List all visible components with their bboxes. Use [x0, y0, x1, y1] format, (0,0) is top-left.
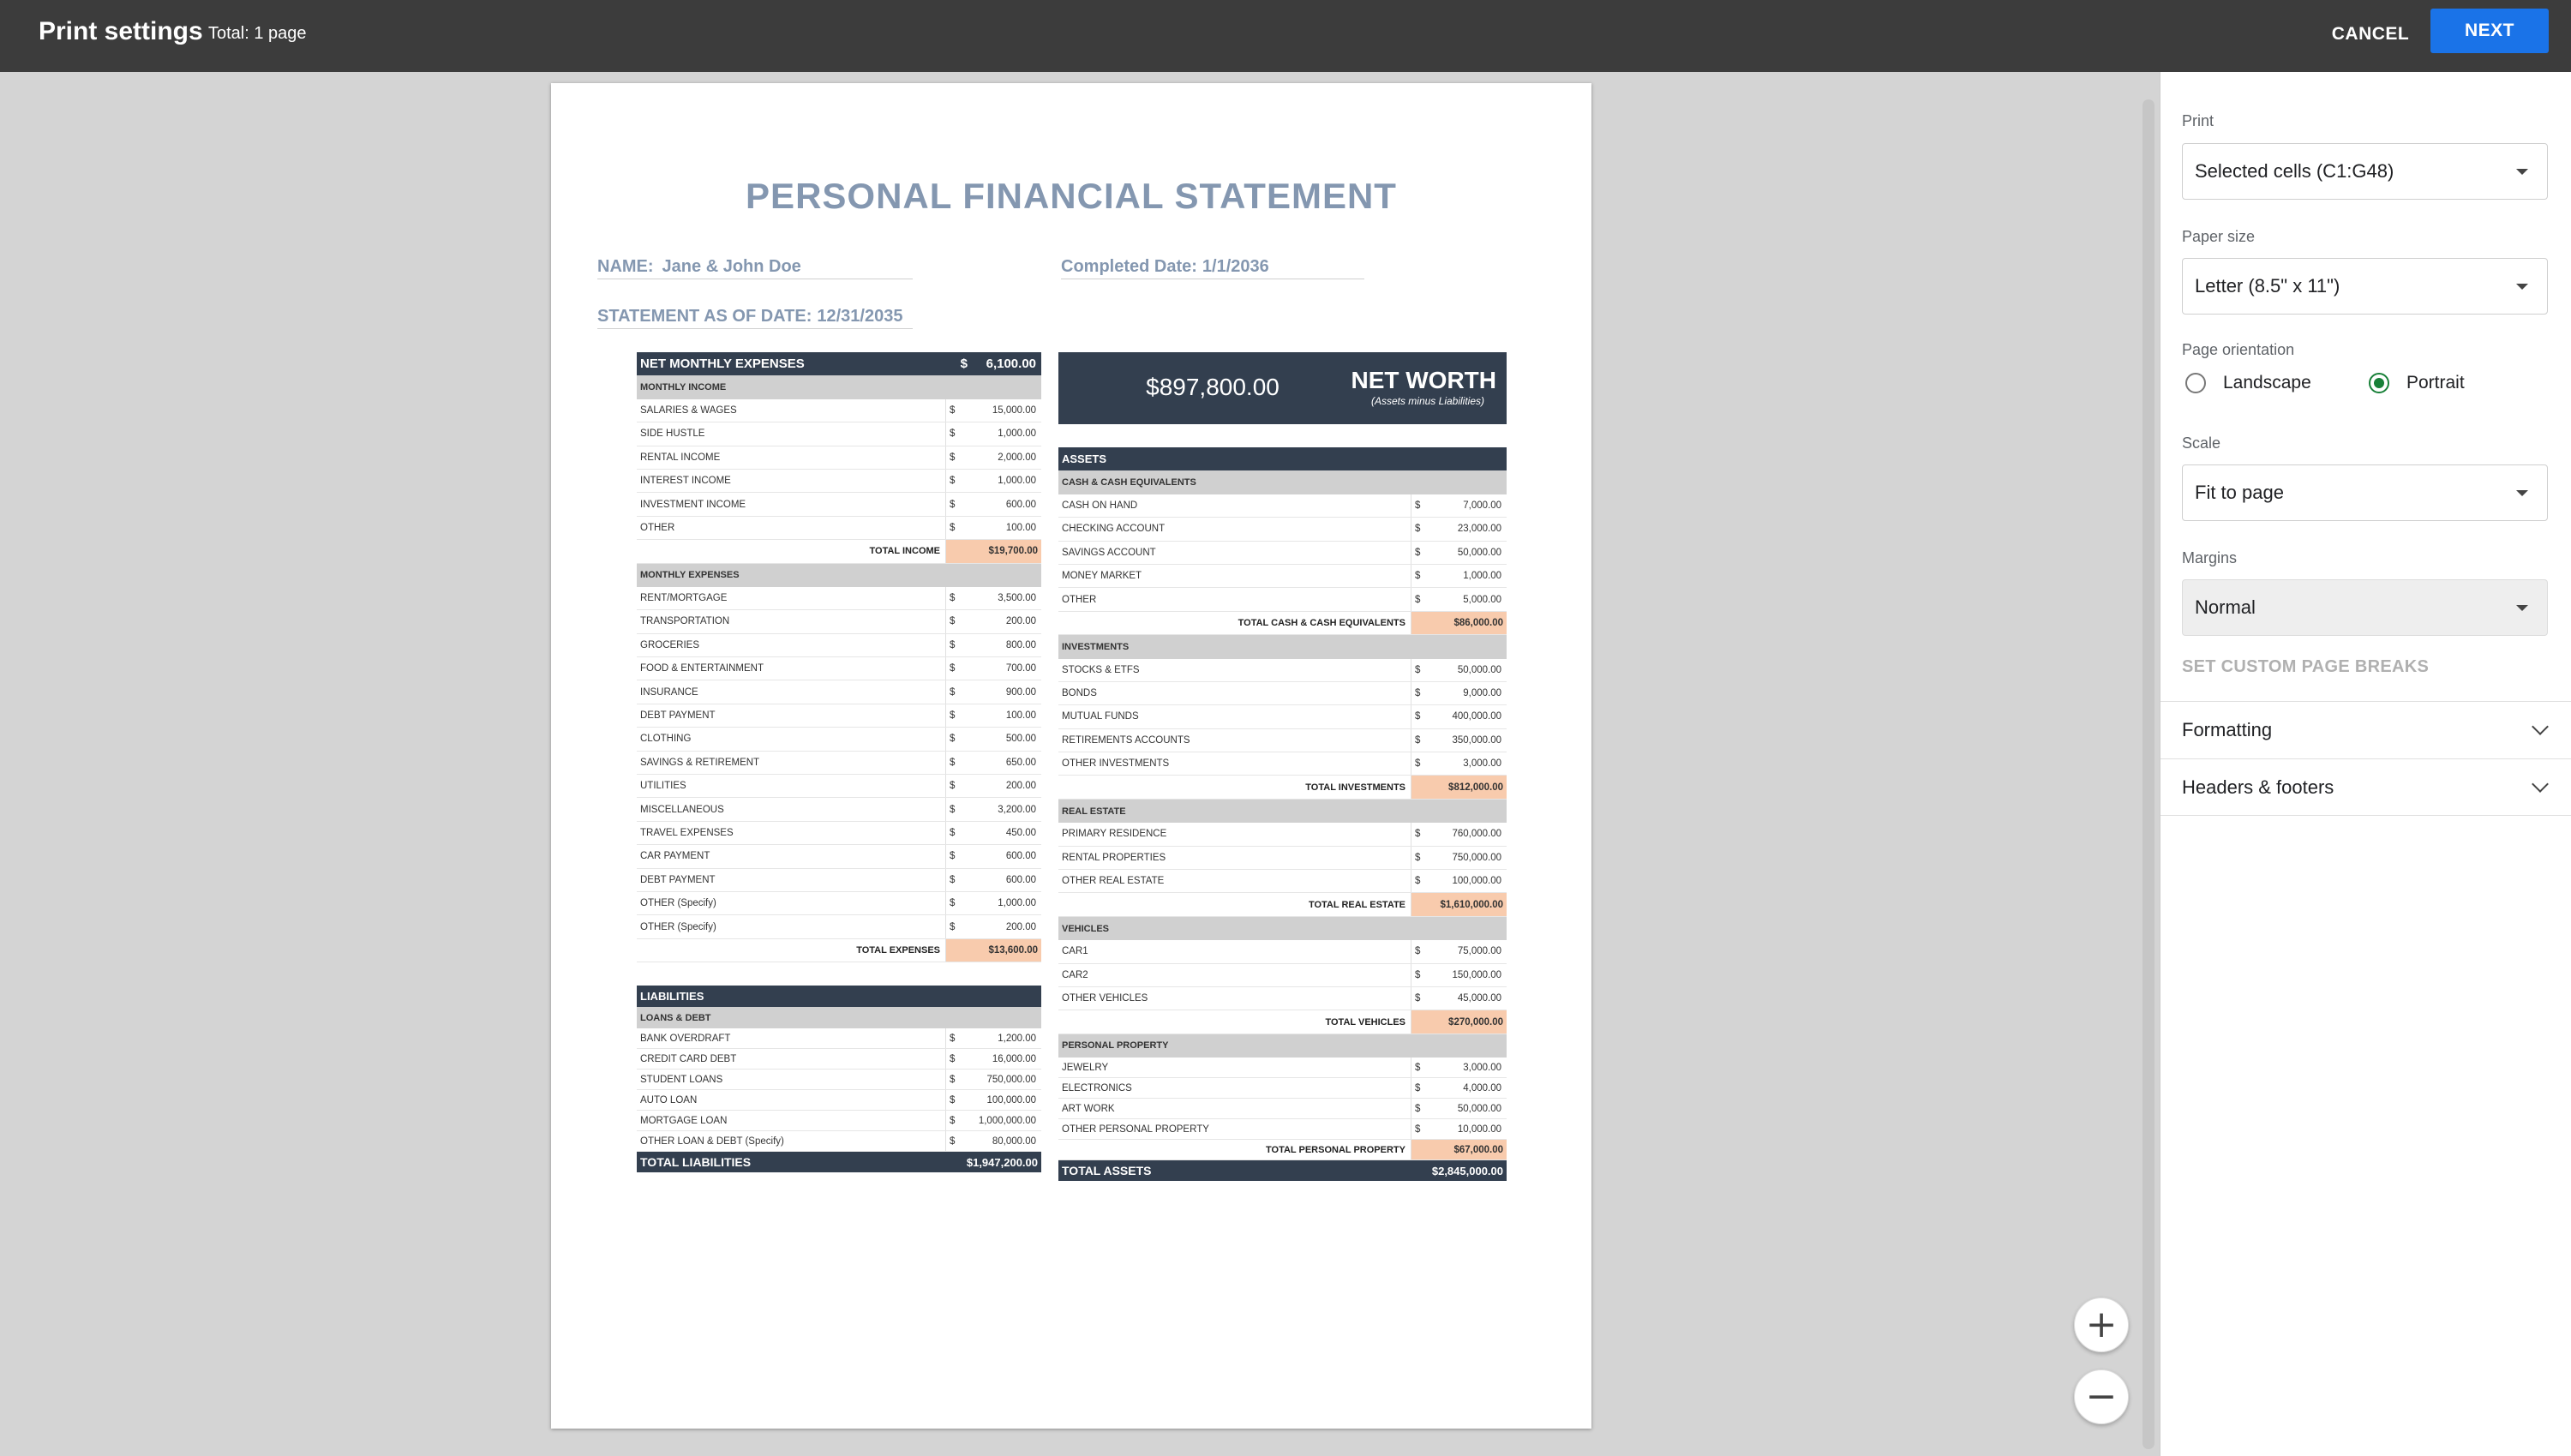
table-row: [1058, 752, 1507, 776]
row-label: MISCELLANEOUS: [640, 804, 724, 815]
statement-date-label: STATEMENT AS OF DATE:: [597, 307, 812, 326]
row-value: 750,000.00: [1452, 852, 1501, 863]
row-value: 15,000.00: [992, 404, 1036, 416]
table-row: [1058, 964, 1507, 987]
currency-symbol: $: [1411, 1099, 1429, 1118]
currency-symbol: $: [945, 657, 964, 680]
currency-symbol: $: [1411, 1078, 1429, 1098]
row-value: 5,000.00: [1463, 594, 1501, 605]
table-row: [637, 728, 1041, 751]
margins-label: Margins: [2182, 549, 2238, 566]
row-label: CAR1: [1062, 946, 1088, 957]
table-row: [1058, 1119, 1507, 1140]
currency-symbol: $: [1411, 1119, 1429, 1139]
table-row: [1058, 659, 1507, 682]
row-label: CASH ON HAND: [1062, 500, 1138, 511]
row-label: OTHER VEHICLES: [1062, 993, 1148, 1004]
table-row: [637, 1111, 1041, 1131]
row-value: 1,000.00: [998, 428, 1036, 440]
currency-symbol: $: [945, 892, 964, 914]
row-value: 700.00: [1005, 663, 1036, 674]
currency-symbol: $: [945, 470, 964, 492]
table-row: [1058, 542, 1507, 565]
row-value: 1,000.00: [998, 898, 1036, 909]
section-title: REAL ESTATE: [1058, 800, 1507, 823]
row-label: BONDS: [1062, 688, 1097, 699]
currency-symbol: $: [1411, 752, 1429, 775]
portrait-radio[interactable]: [2369, 373, 2465, 393]
row-label: TRANSPORTATION: [640, 616, 730, 627]
row-label: CAR2: [1062, 969, 1088, 980]
total-liabilities-row: TOTAL LIABILITIES $1,947,200.00: [637, 1152, 1041, 1172]
currency-symbol: $: [945, 1028, 964, 1048]
cancel-button[interactable]: CANCEL: [2322, 15, 2418, 53]
row-value: 750,000.00: [986, 1074, 1036, 1085]
caret-down-icon: [2516, 284, 2528, 290]
currency-symbol: $: [945, 1131, 964, 1151]
name-value: Jane & John Doe: [662, 257, 801, 276]
assets-header: ASSETS: [1058, 447, 1507, 470]
table-row: [1058, 565, 1507, 588]
headers-footers-label: Headers & footers: [2182, 776, 2334, 798]
row-label: SALARIES & WAGES: [640, 404, 737, 416]
row-value: 400,000.00: [1452, 711, 1501, 722]
row-label: DEBT PAYMENT: [640, 710, 716, 722]
table-row: [637, 493, 1041, 516]
table-row: [637, 1090, 1041, 1111]
page-orientation-label: Page orientation: [2182, 341, 2295, 358]
row-label: STUDENT LOANS: [640, 1074, 723, 1085]
preview-scrollbar[interactable]: [2142, 99, 2154, 1449]
table-row: [1058, 518, 1507, 541]
name-field: [597, 257, 913, 279]
print-range-value: Selected cells (C1:G48): [2195, 160, 2394, 182]
row-value: 50,000.00: [1457, 547, 1501, 558]
row-value: 50,000.00: [1457, 664, 1501, 675]
row-value: 350,000.00: [1452, 734, 1501, 746]
row-value: 10,000.00: [1457, 1123, 1501, 1135]
currency-symbol: $: [1411, 659, 1429, 681]
row-label: CLOTHING: [640, 734, 692, 745]
currency-symbol: $: [1411, 705, 1429, 728]
plus-icon: +: [2085, 1303, 2118, 1346]
row-value: 900.00: [1005, 686, 1036, 698]
row-value: 50,000.00: [1457, 1103, 1501, 1114]
net-worth-box: [1058, 352, 1507, 424]
caret-down-icon: [2516, 169, 2528, 175]
row-value: 16,000.00: [992, 1053, 1036, 1064]
table-row: [637, 399, 1041, 422]
liabilities-header: LIABILITIES: [637, 986, 1041, 1007]
row-value: 100.00: [1005, 522, 1036, 533]
row-label: ELECTRONICS: [1062, 1082, 1132, 1093]
top-bar: [0, 0, 2571, 72]
row-value: 600.00: [1005, 851, 1036, 862]
currency-symbol: $: [1411, 494, 1429, 517]
row-label: OTHER: [640, 522, 675, 533]
table-row: [1058, 705, 1507, 728]
row-label: ART WORK: [1062, 1103, 1115, 1114]
row-value: 3,000.00: [1463, 758, 1501, 770]
table-row: [637, 1028, 1041, 1049]
completed-date-field: [1061, 257, 1364, 279]
row-label: JEWELRY: [1062, 1062, 1109, 1073]
row-value: 600.00: [1005, 499, 1036, 510]
total-row: TOTAL INVESTMENTS $812,000.00: [1058, 776, 1507, 799]
table-row: [1058, 823, 1507, 846]
total-row: TOTAL EXPENSES $13,600.00: [637, 939, 1041, 962]
table-row: [637, 1070, 1041, 1090]
row-value: 1,000.00: [998, 476, 1036, 487]
currency-symbol: $: [1411, 964, 1429, 986]
total-row: TOTAL PERSONAL PROPERTY $67,000.00: [1058, 1140, 1507, 1160]
chevron-down-icon: [2532, 776, 2549, 793]
table-row: [637, 915, 1041, 938]
currency-symbol: $: [945, 1111, 964, 1130]
settings-panel: [2160, 72, 2571, 1456]
table-row: [637, 822, 1041, 845]
paper-size-label: Paper size: [2182, 228, 2256, 245]
table-row: [1058, 1099, 1507, 1119]
assets-table: [1058, 447, 1507, 1181]
row-label: RENTAL INCOME: [640, 452, 721, 463]
row-label: OTHER PERSONAL PROPERTY: [1062, 1123, 1209, 1135]
currency-symbol: $: [1411, 847, 1429, 869]
row-label: TRAVEL EXPENSES: [640, 828, 734, 838]
row-value: 650.00: [1005, 757, 1036, 768]
chevron-down-icon: [2532, 718, 2549, 735]
row-label: OTHER LOAN & DEBT (Specify): [640, 1135, 784, 1147]
row-value: 760,000.00: [1452, 829, 1501, 840]
completed-date-label: Completed Date:: [1061, 257, 1197, 276]
row-value: 100,000.00: [1452, 876, 1501, 887]
table-row: [1058, 940, 1507, 963]
table-row: [1058, 494, 1507, 518]
margins-select[interactable]: [2182, 579, 2548, 636]
table-row: [1058, 870, 1507, 893]
row-label: MONEY MARKET: [1062, 571, 1142, 582]
row-label: OTHER (Specify): [640, 898, 716, 909]
scale-select[interactable]: [2182, 464, 2548, 521]
row-label: UTILITIES: [640, 781, 686, 792]
row-label: INVESTMENT INCOME: [640, 499, 746, 510]
row-value: 150,000.00: [1452, 969, 1501, 980]
currency-symbol: $: [945, 422, 964, 445]
total-row: TOTAL CASH & CASH EQUIVALENTS $86,000.00: [1058, 612, 1507, 635]
row-value: 1,200.00: [998, 1033, 1036, 1044]
row-value: 600.00: [1005, 874, 1036, 885]
portrait-label: Portrait: [2406, 373, 2465, 392]
currency-symbol: $: [1411, 823, 1429, 845]
row-value: 7,000.00: [1463, 500, 1501, 511]
currency-symbol: $: [945, 822, 964, 844]
table-row: [637, 634, 1041, 657]
row-value: 2,000.00: [998, 452, 1036, 463]
table-row: [637, 869, 1041, 892]
table-row: [637, 517, 1041, 540]
table-row: [637, 587, 1041, 610]
paper-size-value: Letter (8.5" x 11"): [2195, 275, 2340, 297]
currency-symbol: $: [945, 845, 964, 867]
row-label: CHECKING ACCOUNT: [1062, 524, 1166, 535]
row-value: 3,500.00: [998, 593, 1036, 604]
row-label: STOCKS & ETFS: [1062, 664, 1140, 675]
currency-symbol: $: [945, 752, 964, 774]
section-title: PERSONAL PROPERTY: [1058, 1034, 1507, 1058]
total-row: TOTAL REAL ESTATE $1,610,000.00: [1058, 893, 1507, 916]
radio-unchecked-icon: [2185, 373, 2206, 393]
currency-symbol: $: [945, 493, 964, 515]
table-row: [637, 775, 1041, 798]
currency-symbol: $: [1411, 682, 1429, 704]
landscape-radio[interactable]: [2185, 373, 2311, 393]
table-row: [637, 1131, 1041, 1152]
table-row: [1058, 1058, 1507, 1078]
print-label: Print: [2182, 112, 2214, 129]
currency-symbol: $: [1411, 542, 1429, 564]
row-label: OTHER (Specify): [640, 921, 716, 932]
currency-symbol: $: [945, 517, 964, 539]
row-label: RENTAL PROPERTIES: [1062, 852, 1166, 863]
row-label: RETIREMENTS ACCOUNTS: [1062, 734, 1190, 746]
row-value: 450.00: [1005, 828, 1036, 838]
currency-symbol: $: [945, 704, 964, 727]
currency-symbol: $: [945, 399, 964, 422]
currency-symbol: $: [945, 869, 964, 891]
currency-symbol: $: [945, 775, 964, 797]
table-row: [1058, 847, 1507, 870]
currency-symbol: $: [945, 587, 964, 609]
headers-footers-section[interactable]: [2160, 758, 2571, 816]
set-custom-page-breaks-link[interactable]: SET CUSTOM PAGE BREAKS: [2182, 657, 2430, 676]
row-value: 9,000.00: [1463, 688, 1501, 699]
row-label: DEBT PAYMENT: [640, 874, 716, 885]
currency-symbol: $: [1411, 588, 1429, 610]
total-row: TOTAL VEHICLES $270,000.00: [1058, 1010, 1507, 1034]
currency-symbol: $: [945, 680, 964, 703]
print-range-select[interactable]: [2182, 143, 2548, 200]
row-value: 100.00: [1005, 710, 1036, 722]
row-label: BANK OVERDRAFT: [640, 1033, 731, 1044]
expenses-table: [637, 352, 1041, 962]
scale-label: Scale: [2182, 434, 2221, 452]
section-title: CASH & CASH EQUIVALENTS: [1058, 470, 1507, 494]
row-label: INSURANCE: [640, 686, 698, 698]
liabilities-table: [637, 986, 1041, 1172]
statement-date-field: [597, 307, 913, 329]
currency-symbol: $: [945, 634, 964, 656]
radio-checked-icon: [2369, 373, 2389, 393]
row-label: SIDE HUSTLE: [640, 428, 705, 440]
scale-value: Fit to page: [2195, 482, 2284, 503]
row-value: 200.00: [1005, 616, 1036, 627]
row-value: 80,000.00: [992, 1135, 1036, 1147]
section-title: INVESTMENTS: [1058, 635, 1507, 658]
net-worth-label: NET WORTH: [1351, 367, 1496, 393]
row-label: OTHER REAL ESTATE: [1062, 876, 1165, 887]
row-value: 200.00: [1005, 781, 1036, 792]
row-value: 23,000.00: [1457, 524, 1501, 535]
section-title: LOANS & DEBT: [637, 1007, 1041, 1028]
currency-symbol: $: [1411, 870, 1429, 892]
currency-symbol: $: [945, 610, 964, 632]
row-value: 1,000,000.00: [978, 1115, 1036, 1126]
table-row: [1058, 1078, 1507, 1099]
minus-icon: −: [2085, 1375, 2118, 1418]
landscape-label: Landscape: [2223, 373, 2311, 392]
currency-symbol: $: [945, 798, 964, 820]
table-row: [637, 1049, 1041, 1070]
table-row: [1058, 729, 1507, 752]
row-value: 800.00: [1005, 639, 1036, 650]
row-label: FOOD & ENTERTAINMENT: [640, 663, 764, 674]
dialog-title: Print settings: [39, 17, 203, 45]
table-row: [1058, 682, 1507, 705]
table-row: [637, 892, 1041, 915]
caret-down-icon: [2516, 605, 2528, 611]
table-row: [637, 446, 1041, 470]
currency-symbol: $: [945, 915, 964, 938]
table-row: [1058, 588, 1507, 611]
next-button[interactable]: NEXT: [2430, 9, 2549, 53]
table-row: [637, 798, 1041, 821]
row-label: OTHER INVESTMENTS: [1062, 758, 1170, 770]
row-label: SAVINGS & RETIREMENT: [640, 757, 760, 768]
row-value: 1,000.00: [1463, 571, 1501, 582]
total-row: TOTAL INCOME $19,700.00: [637, 540, 1041, 563]
net-monthly-expenses-header: NET MONTHLY EXPENSES $ 6,100.00: [637, 352, 1041, 375]
completed-date-value: 1/1/2036: [1202, 257, 1269, 276]
row-label: GROCERIES: [640, 639, 700, 650]
row-value: 75,000.00: [1457, 946, 1501, 957]
row-label: MORTGAGE LOAN: [640, 1115, 728, 1126]
row-value: 100,000.00: [986, 1094, 1036, 1105]
currency-symbol: $: [1411, 987, 1429, 1010]
row-label: RENT/MORTGAGE: [640, 593, 728, 604]
table-row: [637, 680, 1041, 704]
paper-size-select[interactable]: [2182, 258, 2548, 315]
row-label: PRIMARY RESIDENCE: [1062, 829, 1167, 840]
currency-symbol: $: [1411, 1058, 1429, 1077]
margins-value: Normal: [2195, 596, 2256, 618]
formatting-label: Formatting: [2182, 719, 2273, 740]
table-row: [637, 845, 1041, 868]
row-label: AUTO LOAN: [640, 1094, 698, 1105]
row-label: SAVINGS ACCOUNT: [1062, 547, 1156, 558]
statement-date-value: 12/31/2035: [817, 307, 903, 326]
row-label: OTHER: [1062, 594, 1097, 605]
total-assets-row: TOTAL ASSETS $2,845,000.00: [1058, 1160, 1507, 1181]
row-value: 3,000.00: [1463, 1062, 1501, 1073]
currency-symbol: $: [945, 1090, 964, 1110]
currency-symbol: $: [1411, 729, 1429, 752]
caret-down-icon: [2516, 490, 2528, 496]
currency-symbol: $: [945, 728, 964, 750]
row-label: CAR PAYMENT: [640, 851, 710, 862]
zoom-in-button[interactable]: [2074, 1297, 2129, 1352]
currency-symbol: $: [945, 1070, 964, 1089]
table-row: [637, 610, 1041, 633]
preview-page: [551, 83, 1591, 1429]
formatting-section[interactable]: [2160, 701, 2571, 758]
currency-symbol: $: [1411, 518, 1429, 540]
table-row: [1058, 987, 1507, 1010]
currency-symbol: $: [1411, 565, 1429, 587]
row-value: 500.00: [1005, 734, 1036, 745]
net-worth-subtitle: (Assets minus Liabilities): [1370, 395, 1484, 407]
row-label: INTEREST INCOME: [640, 476, 731, 487]
zoom-out-button[interactable]: [2074, 1369, 2129, 1424]
net-worth-amount: $897,800.00: [1146, 374, 1280, 400]
table-row: [637, 704, 1041, 728]
table-row: [637, 657, 1041, 680]
table-row: [637, 422, 1041, 446]
page-count: Total: 1 page: [208, 24, 307, 43]
table-row: [637, 470, 1041, 493]
row-value: 3,200.00: [998, 804, 1036, 815]
document-title: PERSONAL FINANCIAL STATEMENT: [746, 176, 1397, 216]
row-value: 200.00: [1005, 921, 1036, 932]
section-title: VEHICLES: [1058, 917, 1507, 940]
section-title: MONTHLY INCOME: [637, 375, 1041, 398]
currency-symbol: $: [945, 446, 964, 469]
name-label: NAME:: [597, 257, 654, 276]
row-label: CREDIT CARD DEBT: [640, 1053, 737, 1064]
row-value: 45,000.00: [1457, 993, 1501, 1004]
row-value: 4,000.00: [1463, 1082, 1501, 1093]
currency-symbol: $: [945, 1049, 964, 1069]
row-label: MUTUAL FUNDS: [1062, 711, 1139, 722]
table-row: [637, 752, 1041, 775]
section-title: MONTHLY EXPENSES: [637, 564, 1041, 587]
currency-symbol: $: [1411, 940, 1429, 962]
